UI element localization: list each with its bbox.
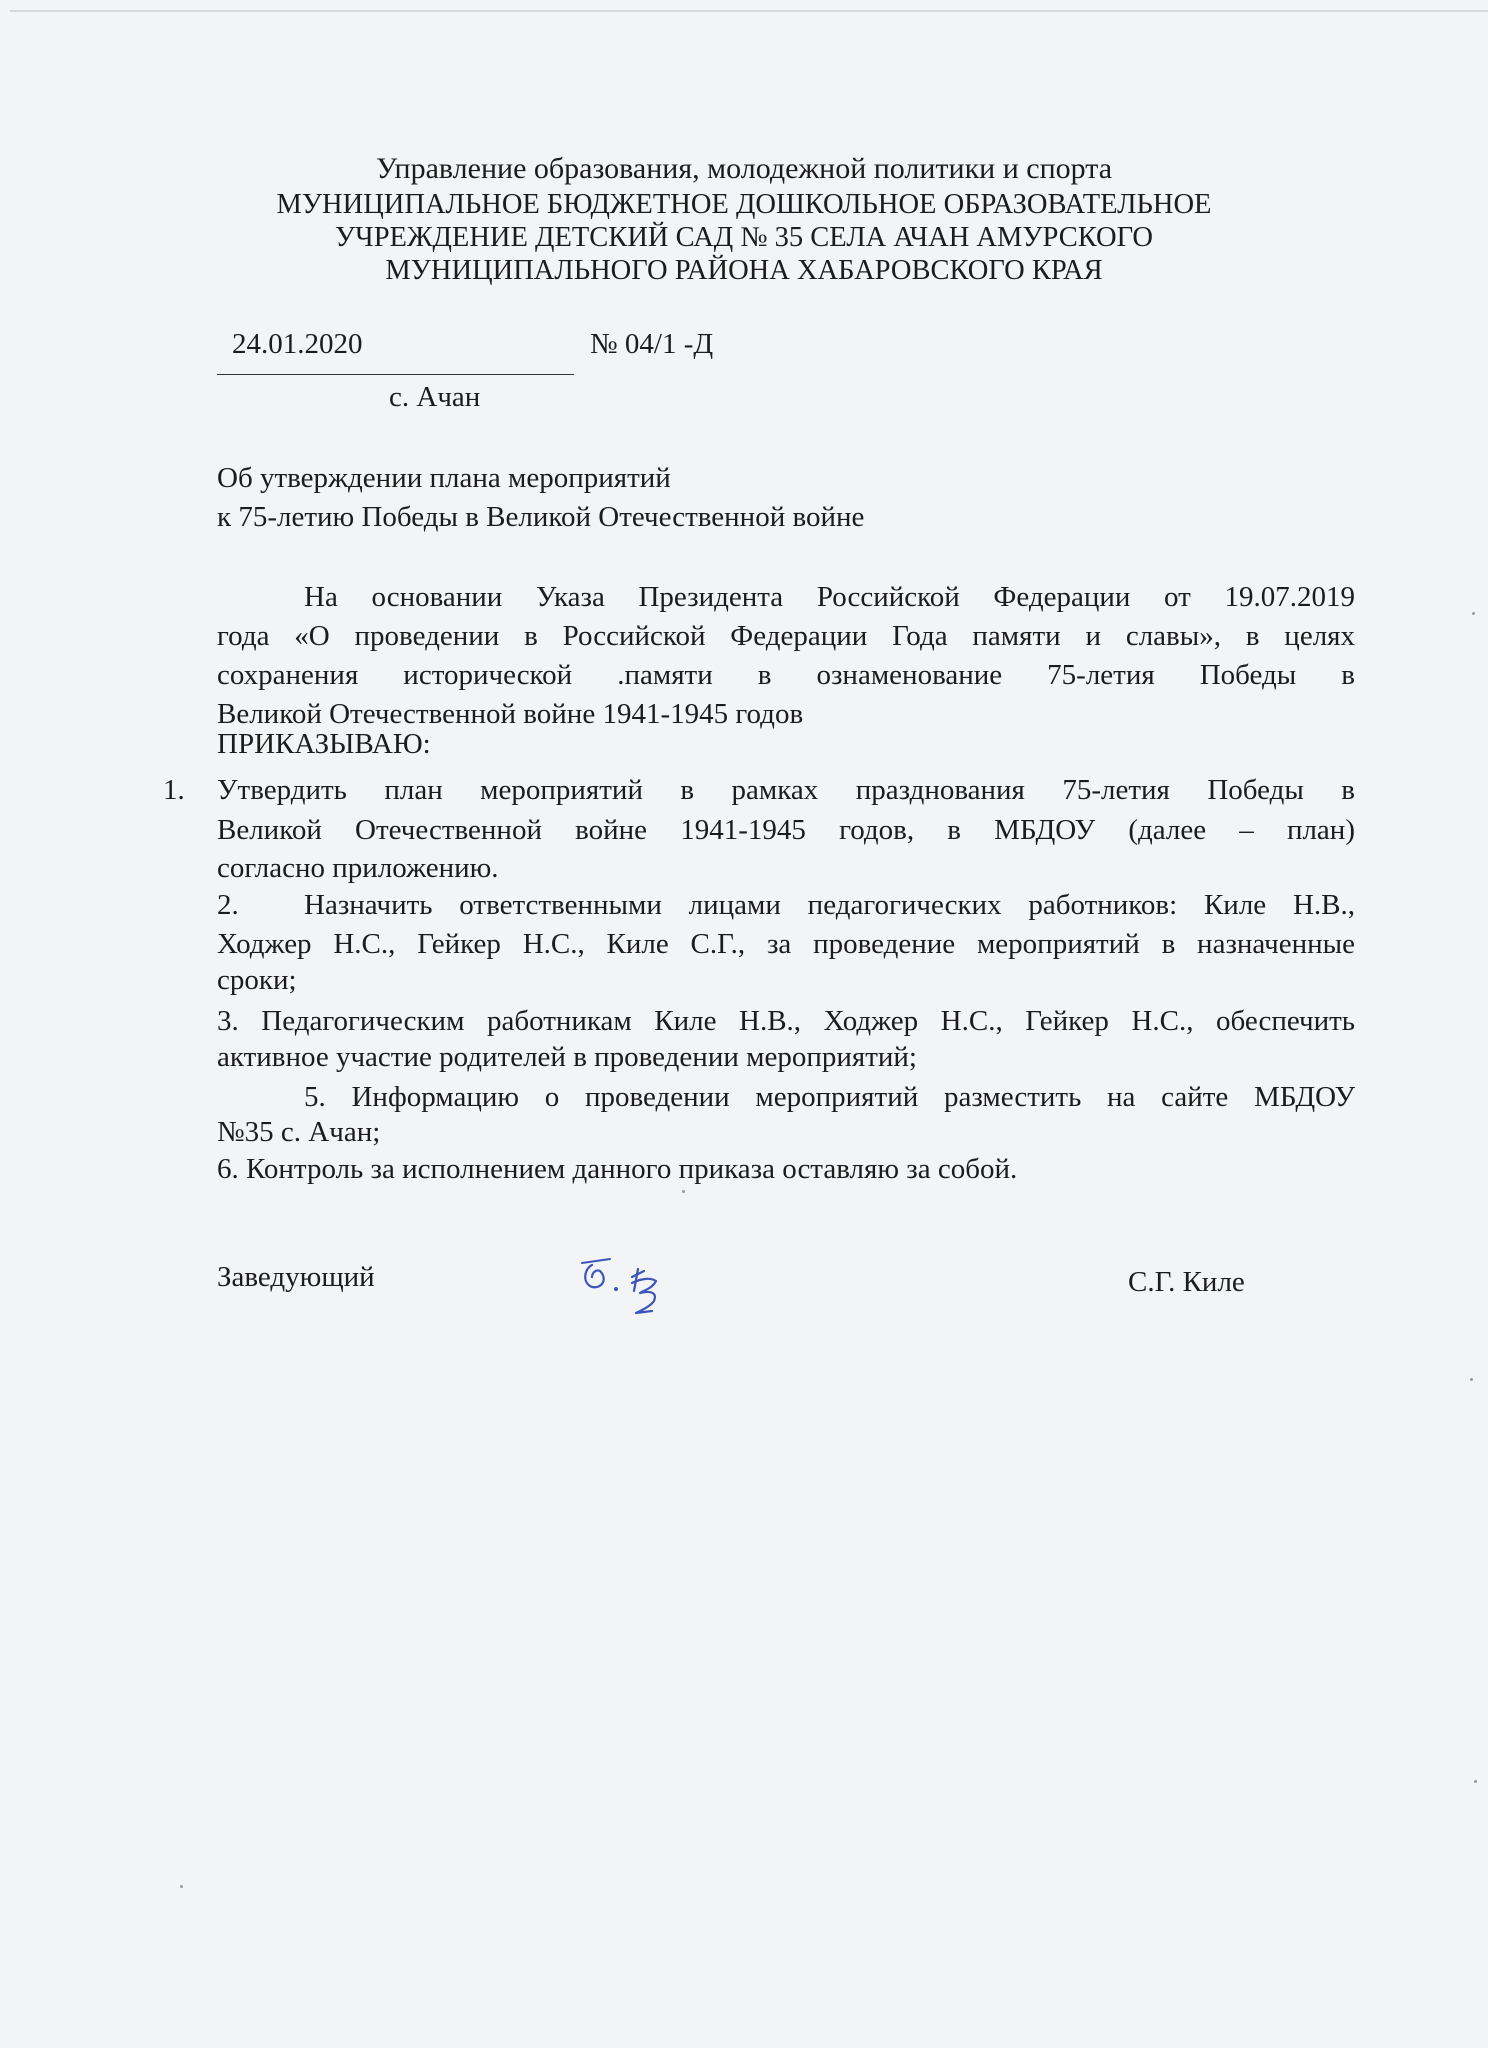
item1-line1: Утвердить план мероприятий в рамках празднования 75-летия Победы в [217, 774, 1355, 806]
header-organization-line2: УЧРЕЖДЕНИЕ ДЕТСКИЙ САД № 35 СЕЛА АЧАН АМУРСКОГО [335, 222, 1153, 253]
preamble-line3: сохранения исторической .памяти в ознаменование 75-летия Победы в [217, 659, 1355, 691]
header-organization-line3: МУНИЦИПАЛЬНОГО РАЙОНА ХАБАРОВСКОГО КРАЯ [385, 255, 1103, 286]
date-underline [217, 374, 574, 375]
scan-speck [682, 1190, 685, 1193]
handwritten-signature [570, 1255, 680, 1335]
signoff-position: Заведующий [217, 1261, 375, 1293]
preamble-line4: Великой Отечественной войне 1941-1945 годов [217, 698, 804, 730]
order-word: ПРИКАЗЫВАЮ: [217, 728, 431, 760]
item5-line1: 5. Информацию о проведении мероприятий разместить на сайте МБДОУ [304, 1081, 1355, 1113]
document-number: № 04/1 -Д [590, 328, 714, 360]
item5-line2: №35 с. Ачан; [217, 1116, 381, 1148]
item6-line1: 6. Контроль за исполнением данного приказа оставляю за собой. [217, 1153, 1018, 1185]
signoff-name: С.Г. Киле [1128, 1266, 1245, 1298]
item1-line3: согласно приложению. [217, 852, 499, 884]
item3-line1: 3. Педагогическим работникам Киле Н.В., Ходжер Н.С., Гейкер Н.С., обеспечить [217, 1005, 1355, 1037]
header-organization-line1: МУНИЦИПАЛЬНОЕ БЮДЖЕТНОЕ ДОШКОЛЬНОЕ ОБРАЗОВАТЕЛЬНОЕ [276, 189, 1212, 220]
subject-line2: к 75-летию Победы в Великой Отечественной войне [217, 501, 865, 533]
scan-speck [180, 1885, 183, 1888]
item3-line2: активное участие родителей в проведении мероприятий; [217, 1041, 917, 1073]
scan-speck [1470, 1378, 1473, 1381]
item2-marker: 2. [217, 889, 239, 921]
document-date: 24.01.2020 [232, 328, 363, 360]
item2-line3: сроки; [217, 964, 297, 996]
header-department: Управление образования, молодежной политики и спорта [375, 152, 1113, 185]
scan-speck [1474, 1780, 1477, 1783]
scan-speck [1472, 612, 1475, 615]
item1-marker: 1. [163, 774, 185, 806]
item2-line2: Ходжер Н.С., Гейкер Н.С., Киле С.Г., за проведение мероприятий в назначенные [217, 928, 1355, 960]
preamble-line1: На основании Указа Президента Российской Федерации от 19.07.2019 [304, 581, 1355, 613]
preamble-line2: года «О проведении в Российской Федерации Года памяти и славы», в целях [217, 620, 1355, 652]
subject-line1: Об утверждении плана мероприятий [217, 462, 671, 494]
scan-edge [10, 10, 1488, 12]
item1-line2: Великой Отечественной войне 1941-1945 годов, в МБДОУ (далее – план) [217, 814, 1355, 846]
document-place: с. Ачан [389, 381, 481, 413]
item2-line1: Назначить ответственными лицами педагогических работников: Киле Н.В., [304, 889, 1355, 921]
